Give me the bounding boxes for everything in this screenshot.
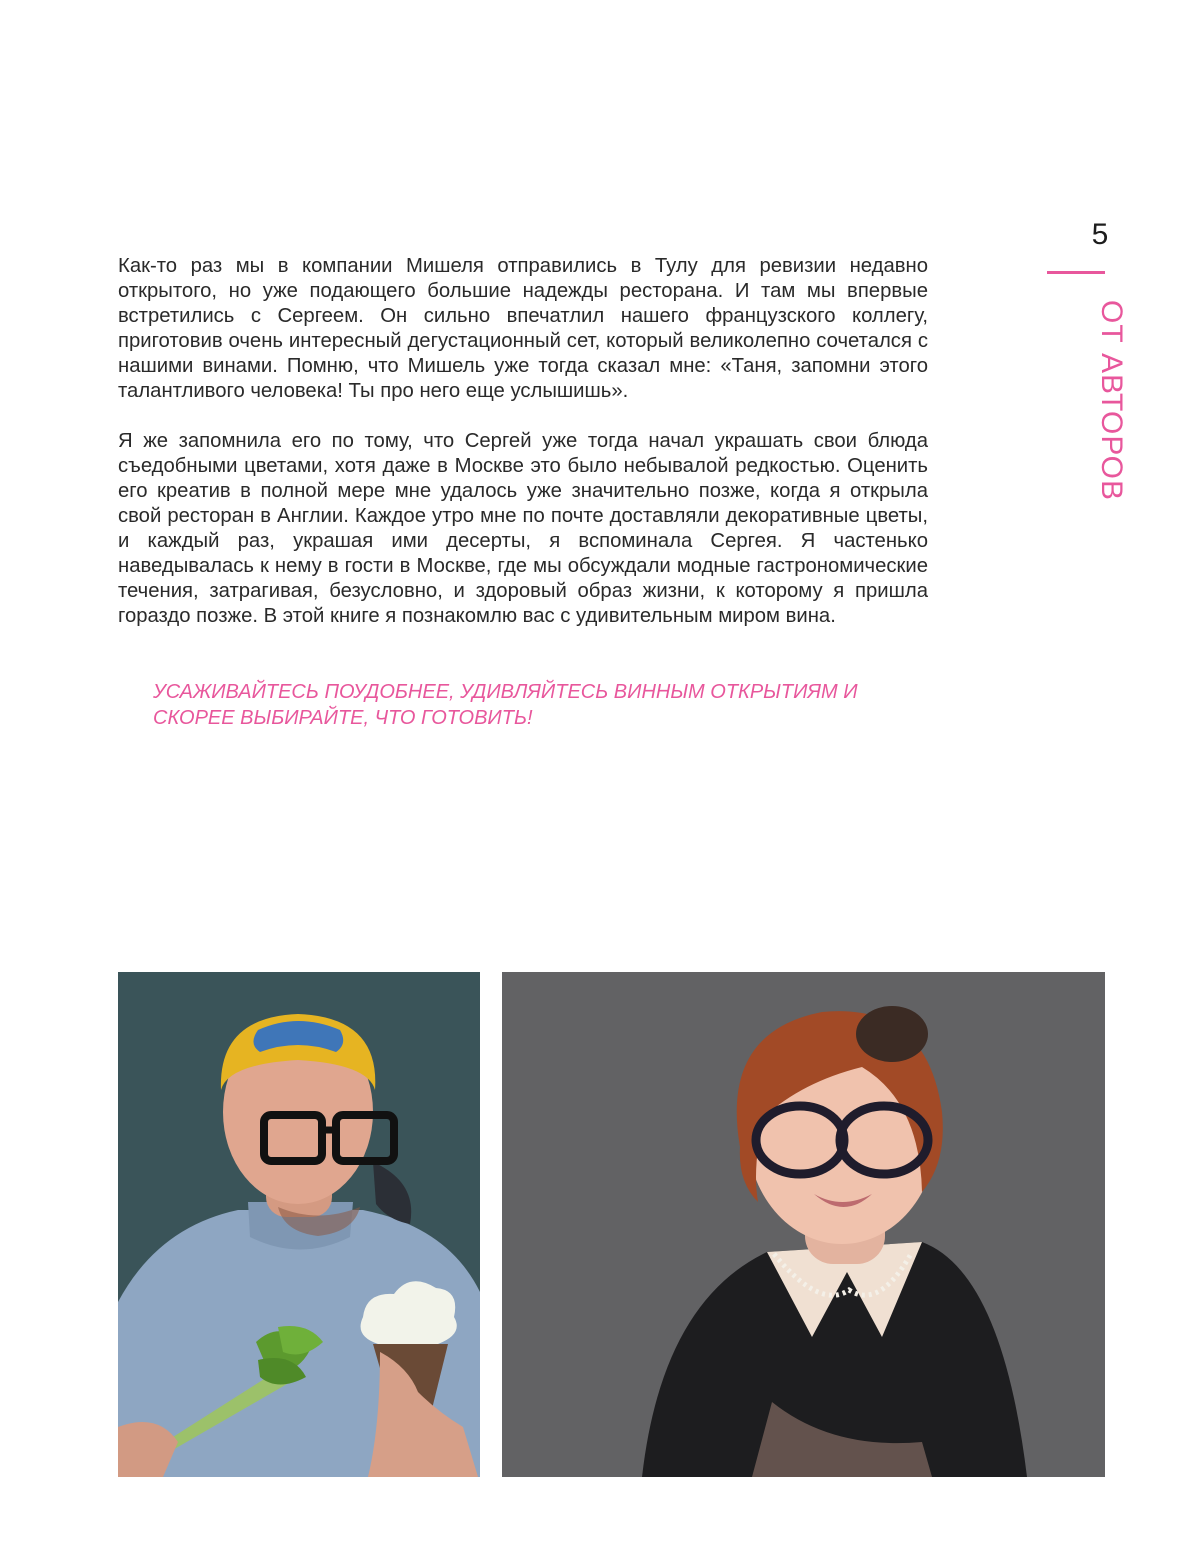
section-divider: [1047, 271, 1105, 274]
sommelier-portrait-illustration: [502, 972, 1105, 1477]
body-text: [118, 254, 928, 654]
chef-portrait-illustration: [118, 972, 480, 1477]
section-title: ОТ АВТОРОВ: [1095, 300, 1128, 502]
tagline-quote: УСАЖИВАЙТЕСЬ ПОУДОБНЕЕ, УДИВЛЯЙТЕСЬ ВИННЫМ ОТКРЫТИЯМ И СКОРЕЕ ВЫБИРАЙТЕ, ЧТО ГОТОВИТЬ!: [153, 681, 858, 729]
page-number: 5: [1091, 218, 1109, 251]
chef-photo: [118, 972, 480, 1477]
paragraph-first: Как-то раз мы в компании Мишеля отправились в Тулу для ревизии недавно открытого, но уже подающего большие надежды ресторана. И там мы впервые встретились с Сергеем. Он сильно впечатлил нашего французского коллегу, приготовив очень интересный дегустационный сет, который великолепно сочетался с нашими винами. Помню, что Мишель уже тогда сказал мне: «Таня, запомни этого талантливого человека! Ты про него еще услышишь».: [118, 255, 928, 402]
paragraph-second: Я же запомнила его по тому, что Сергей уже тогда начал украшать свои блюда съедобными цветами, хотя даже в Москве это было небывалой редкостью. Оценить его креатив в полной мере мне удалось уже значительно позже, когда я открыла свой ресторан в Англии. Каждое утро мне по почте доставляли декоративные цветы, и каждый раз, украшая ими десерты, я вспоминала Сергея. Я частенько наведывалась к нему в гости в Москве, где мы обсуждали модные гастрономические течения, затрагивая, безусловно, и здоровый образ жизни, к которому я пришла гораздо позже. В этой книге я познакомлю вас с удивительным миром вина.: [118, 430, 928, 627]
sommelier-photo: [502, 972, 1105, 1477]
